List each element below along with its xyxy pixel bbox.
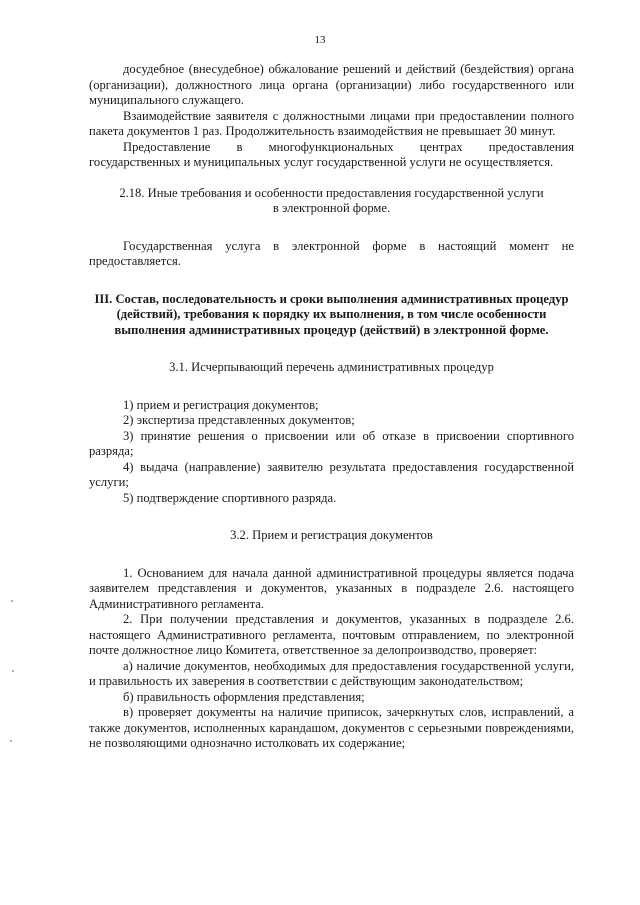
list-item: 1) прием и регистрация документов;: [123, 397, 319, 412]
heading-2-18: 2.18. Иные требования и особенности предоставления государственной услуги в электронной форме.: [119, 185, 544, 215]
list-item: б) правильность оформления представления;: [123, 689, 365, 704]
scan-speckle: [11, 600, 13, 602]
paragraph-receipt: 2. При получении представления и документов, указанных в подразделе 2.6. настоящего Административного регламента, почтовым отправлением, по электронной почте должностное лицо Комитета, ответственное за делопроизводство, проверяет:: [89, 612, 574, 657]
heading-3-2: 3.2. Прием и регистрация документов: [230, 528, 433, 542]
heading-section-III: III. Состав, последовательность и сроки выполнения административных процедур (действий), требования к порядку их выполнения, в том числе особенности выполнения административных процедур (действий) в электронной форме.: [94, 291, 569, 337]
paragraph-mfc: Предоставление в многофункциональных центрах предоставления государственных и муниципальных услуг государственной услуги не осуществляется.: [89, 139, 574, 169]
scan-speckle: [12, 670, 14, 672]
list-item: 4) выдача (направление) заявителю результата предоставления государственной услуги;: [89, 459, 574, 489]
page-number: 13: [314, 34, 326, 46]
list-item: а) наличие документов, необходимых для предоставления государственной услуги, и правильность их заверения в соответствии с действующим законодательством;: [89, 658, 574, 688]
list-item: 3) принятие решения о присвоении или об отказе в присвоении спортивного разряда;: [89, 428, 574, 458]
list-item: в) проверяет документы на наличие приписок, зачеркнутых слов, исправлений, а также документов, исполненных карандашом, документов с серьезными повреждениями, не позволяющими однозначно истолковать их содержание;: [89, 705, 574, 750]
paragraph-interaction: Взаимодействие заявителя с должностными лицами при предоставлении полного пакета документов 1 раз. Продолжительность взаимодействия не превышает 30 минут.: [89, 108, 574, 138]
paragraph-electronic-form: Государственная услуга в электронной форме в настоящий момент не предоставляется.: [89, 238, 574, 268]
heading-3-1: 3.1. Исчерпывающий перечень административных процедур: [169, 360, 494, 374]
scan-speckle: [10, 740, 12, 742]
paragraph-basis: 1. Основанием для начала данной административной процедуры является подача заявителем представления и документов, указанных в подразделе 2.6. настоящего Административного регламента.: [89, 565, 574, 611]
paragraph-appeal: досудебное (внесудебное) обжалование решений и действий (бездействия) органа (организации), должностного лица органа (организации) либо государственного или муниципального служащего.: [89, 62, 574, 107]
scan-speckles: [10, 600, 16, 750]
list-item: 5) подтверждение спортивного разряда.: [123, 490, 337, 505]
document-body: [89, 62, 574, 752]
list-item: 2) экспертиза представленных документов;: [123, 413, 355, 427]
